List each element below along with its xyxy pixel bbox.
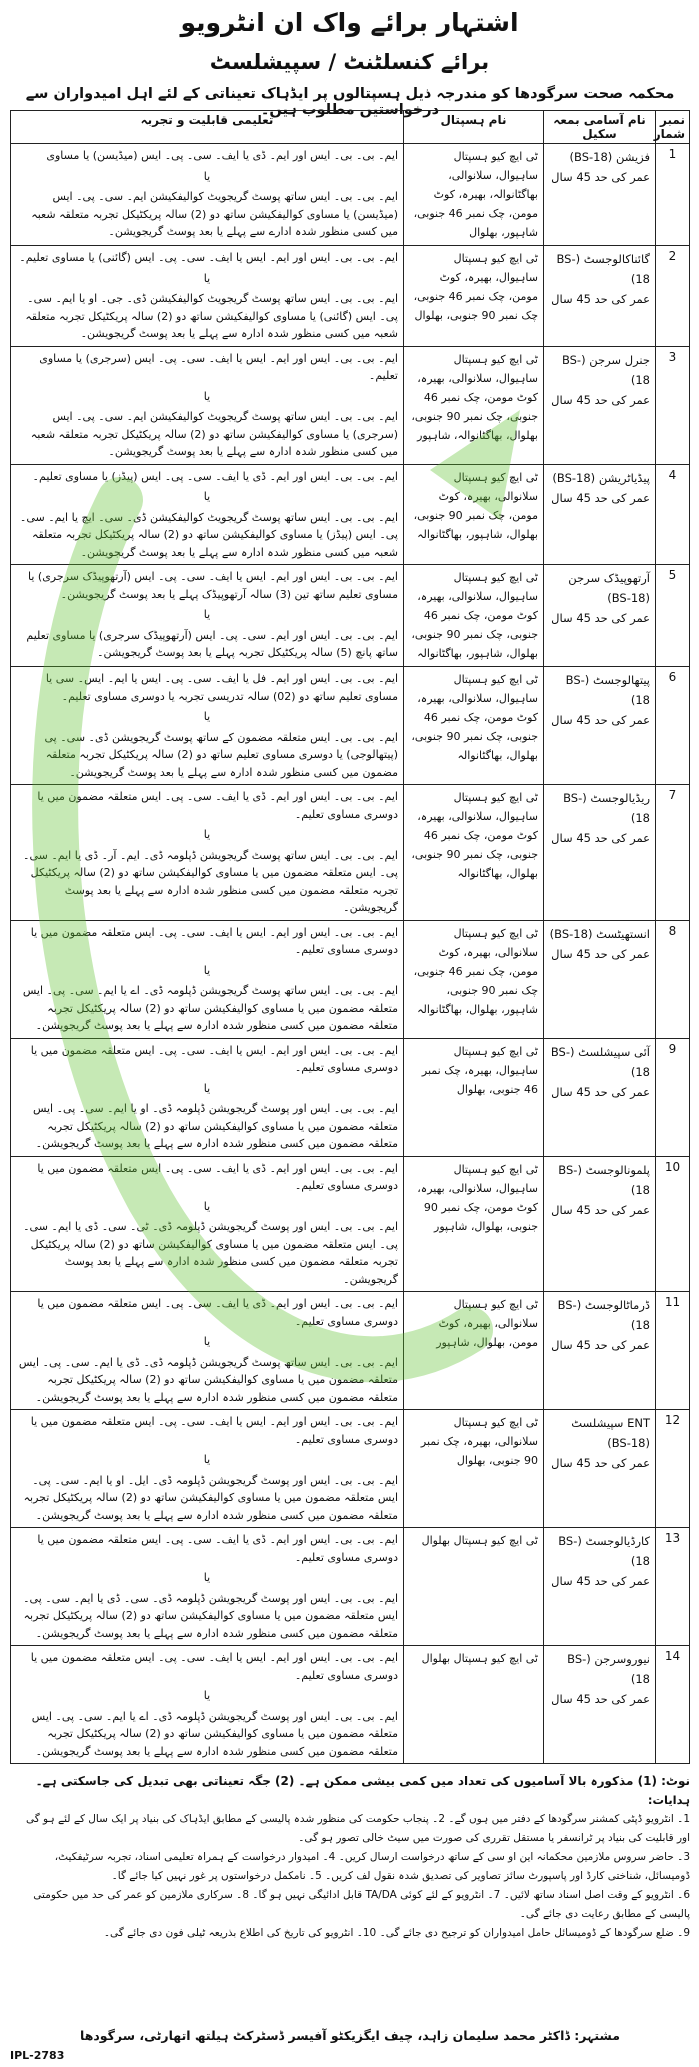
qualification-primary: ایم۔ بی۔ بی۔ ایس اور ایم۔ ڈی یا ایف۔ سی۔ پی۔ ایس متعلقہ مضمون میں یا دوسری مساوی تعلیم۔: [37, 790, 398, 821]
table-row: [11, 1156, 690, 1292]
qualification-primary: ایم۔ بی۔ بی۔ ایس اور ایم۔ ڈی یا ایف۔ سی۔ پی۔ ایس (میڈیسن) یا مساوی: [46, 149, 398, 162]
post-name: فزیشن (BS-18): [569, 150, 650, 164]
header-post: نام آسامی بمعہ سکیل: [544, 111, 656, 144]
table-row: [11, 1646, 690, 1764]
qualification-primary: ایم۔ بی۔ بی۔ ایس اور ایم۔ ایس یا ایف۔ سی۔ پی۔ ایس متعلقہ مضمون میں یا دوسری مساوی تعلیم۔: [30, 1043, 398, 1074]
qualification-alternate: ایم۔ بی۔ بی۔ ایس ساتھ پوسٹ گریجویٹ کوالیفکیشن ایم۔ سی۔ پی۔ ایس (میڈیسن) یا مساوی کوالیفکیشن ساتھ دو (2) سالہ پریکٹیکل تجربہ متعلقہ شعبہ میں کسی منظور شدہ ادارے سے پہلے یا بعد پوسٹ گریجویشن۔: [31, 190, 398, 238]
post-name: آرتھوپیڈک سرجن (BS-18): [568, 571, 650, 605]
instruction-line: 9۔ ضلع سرگودھا کے ڈومیسائل حامل امیدواران کو ترجیح دی جائے گی۔ 10۔ انٹرویو کی تاریخ کی اطلاع بذریعہ ٹیلی فون دی جائے گی۔: [103, 1927, 690, 1939]
post-name: گائناکالوجسٹ (BS-18): [556, 252, 650, 286]
qualification-cell: [11, 1038, 404, 1156]
or-separator: یا: [203, 1689, 211, 1702]
header-hospital: نام ہسپتال: [404, 111, 544, 144]
or-separator: یا: [203, 963, 211, 977]
post-cell: [544, 464, 656, 565]
table-row: [11, 246, 690, 347]
post-name: انستھیٹسٹ (BS-18): [549, 926, 650, 941]
qualification-cell: [11, 1646, 404, 1764]
hospital-cell: ٹی ایچ کیو ہسپتال سلانوالی، بھیرہ، کوٹ مومن، بھلوال، شاہپور: [404, 1292, 544, 1410]
qualification-primary: ایم۔ بی۔ بی۔ ایس اور ایم۔ ایس یا ایف۔ سی۔ پی۔ ایس (سرجری) یا مساوی تعلیم۔: [39, 351, 398, 382]
ad-intro: محکمہ صحت سرگودھا کو مندرجہ ذیل ہسپتالوں پر ایڈہاک تعیناتی کے لئے اہل امیدواران سے درخواستیں مطلوب ہیں۔: [25, 86, 675, 118]
notes-section: [10, 1772, 690, 1943]
instruction-line: 1۔ انٹرویو ڈپٹی کمشنر سرگودھا کے دفتر میں ہوں گے۔ 2۔ پنجاب حکومت کی منظور شدہ پالیسی کے مطابق ایڈہاک کی بنیاد پر ایک سال کے لئے ہو گی اور قابلیت کی بنیاد پر ٹرانسفر یا مستقل تقرری کی صورت میں سیٹ خالی تصور ہو گی۔: [25, 1813, 690, 1844]
post-cell: [544, 1156, 656, 1292]
qualification-cell: [11, 346, 404, 464]
row-number: 3: [656, 346, 690, 464]
or-separator: یا: [203, 169, 211, 183]
qualification-alternate: ایم۔ بی۔ بی۔ ایس اور پوسٹ گریجویشن ڈپلومہ ڈی۔ ٹی۔ سی۔ ڈی یا ایم۔ سی۔ پی۔ ایس متعلقہ مضمون میں یا مساوی کوالیفکیشن ساتھ دو (2) سالہ پریکٹیکل تجربہ متعلقہ مضمون میں کسی منظور شدہ ادارہ سے پہلے یا بعد پوسٹ گریجویشن۔: [23, 1220, 398, 1286]
post-cell: [544, 346, 656, 464]
qualification-cell: [11, 1410, 404, 1528]
post-name: ریڈیالوجسٹ (BS-18): [563, 791, 650, 825]
or-separator: یا: [203, 828, 211, 841]
qualification-primary: ایم۔ بی۔ بی۔ ایس اور ایم۔ ڈی یا ایف۔ سی۔ پی۔ ایس متعلقہ مضمون میں یا دوسری مساوی تعلیم۔: [37, 1533, 398, 1564]
post-name: جنرل سرجن (BS-18): [561, 352, 650, 387]
note-text: نوٹ: (1) مذکورہ بالا آسامیوں کی تعداد میں کمی بیشی ممکن ہے۔ (2) جگہ تعیناتی بھی تبدیل کی جاسکتی ہے۔: [35, 1774, 690, 1788]
age-limit: عمر کی حد 45 سال: [551, 946, 650, 961]
hospital-cell: ٹی ایچ کیو ہسپتال سلانوالی، بھیرہ، کوٹ مومن، چک نمبر 46 جنوبی، چک نمبر 90 جنوبی، شاہپور، بھلوال، بھاگٹانوالہ: [404, 920, 544, 1038]
hospital-cell: ٹی ایچ کیو ہسپتال ساہیوال، سلانوالی، بھاگٹانوالہ، بھیرہ، کوٹ مومن، چک نمبر 46 جنوبی، شاہپور، بھلوال: [404, 144, 544, 246]
post-name: کارڈیالوجسٹ (BS-18): [558, 1534, 650, 1568]
post-cell: [544, 144, 656, 246]
post-cell: [544, 785, 656, 921]
table-row: [11, 667, 690, 785]
hospital-cell: ٹی ایچ کیو ہسپتال بھلوال: [404, 1646, 544, 1764]
hospital-cell: ٹی ایچ کیو ہسپتال ساہیوال، سلانوالی، بھیرہ، کوٹ مومن، چک نمبر 46 جنوبی، چک نمبر 90 جنوبی، بھلوال، بھاگٹانوالہ، شاہپور: [404, 346, 544, 464]
qualification-cell: [11, 667, 404, 785]
qualification-primary: ایم۔ بی۔ بی۔ ایس اور ایم۔ ڈی یا ایف۔ سی۔ پی۔ ایس متعلقہ مضمون میں یا دوسری مساوی تعلیم۔: [37, 1161, 398, 1192]
or-separator: یا: [203, 1199, 211, 1213]
age-limit: عمر کی حد 45 سال: [551, 1084, 650, 1099]
qualification-alternate: ایم۔ بی۔ بی۔ ایس اور ایم۔ سی۔ پی۔ ایس (آرتھوپیڈک سرجری) یا مساوی تعلیم ساتھ پانچ (5) سالہ پریکٹیکل تجربہ پہلے یا بعد پوسٹ گریجویشن۔: [26, 628, 398, 659]
qualification-primary: ایم۔ بی۔ بی۔ ایس اور ایم۔ ایس یا ایف۔ سی۔ پی۔ ایس متعلقہ مضمون میں یا دوسری مساوی تعلیم۔: [30, 925, 398, 956]
header-qualification: تعلیمی قابلیت و تجربہ: [11, 111, 404, 144]
table-row: [11, 1038, 690, 1156]
post-cell: [544, 1292, 656, 1410]
row-number: 14: [656, 1646, 690, 1764]
post-cell: [544, 565, 656, 667]
hospital-cell: ٹی ایچ کیو ہسپتال سلانوالی، بھیرہ، چک نمبر 90 جنوبی، بھلوال: [404, 1410, 544, 1528]
age-limit: عمر کی حد 45 سال: [551, 713, 650, 727]
post-name: پیتھالوجسٹ (BS-18): [565, 673, 650, 707]
hospital-cell: ٹی ایچ کیو ہسپتال ساہیوال، سلانوالی، بھیرہ، کوٹ مومن، چک نمبر 46 جنوبی، چک نمبر 90 جنوبی، بھلوال، بھاگٹانوالہ: [404, 785, 544, 921]
age-limit: عمر کی حد 45 سال: [551, 1202, 650, 1217]
qualification-alternate: ایم۔ بی۔ بی۔ ایس متعلقہ مضمون کے ساتھ پوسٹ گریجویشن ڈی۔ سی۔ پی (پیتھالوجی) یا دوسری مساوی تعلیم ساتھ دو (2) سالہ پریکٹیکل تجربہ متعلقہ مضمون میں کسی منظور شدہ ادارہ سے پہلے یا بعد پوسٹ گریجویشن۔: [44, 730, 398, 779]
qualification-alternate: ایم۔ بی۔ بی۔ ایس ساتھ پوسٹ گریجویٹ کوالیفکیشن ڈی۔ سی۔ ایچ یا ایم۔ سی۔ پی۔ ایس (پیڈز) یا مساوی کوالیفکیشن ساتھ دو (2) سالہ پریکٹیکل تجربہ متعلقہ شعبہ میں کسی منظور شدہ ادارہ سے پہلے یا بعد پوسٹ گریجویشن۔: [19, 510, 398, 559]
table-row: [11, 1410, 690, 1528]
ad-subtitle: برائے کنسلٹنٹ / سپیشلسٹ: [209, 50, 490, 74]
ad-title: اشتہار برائے واک ان انٹرویو: [180, 8, 519, 37]
qualification-primary: ایم۔ بی۔ بی۔ ایس اور ایم۔ ایس یا ایف۔ سی۔ پی۔ ایس (آرتھوپیڈک سرجری) یا مساوی تعلیم ساتھ تین (3) سالہ آرتھوپیڈک پہلے یا بعد پوسٹ گریجویشن۔: [28, 570, 398, 601]
or-separator: یا: [203, 271, 211, 285]
qualification-cell: [11, 246, 404, 347]
row-number: 11: [656, 1292, 690, 1410]
qualification-primary: ایم۔ بی۔ بی۔ ایس اور ایم۔ ایس یا ایف۔ سی۔ پی۔ ایس متعلقہ مضمون میں یا دوسری مساوی تعلیم۔: [30, 1415, 398, 1446]
qualification-primary: ایم۔ بی۔ بی۔ ایس اور ایم۔ ڈی یا ایف۔ سی۔ پی۔ ایس (پیڈز) یا مساوی تعلیم۔: [32, 469, 398, 483]
qualification-alternate: ایم۔ بی۔ بی۔ ایس ساتھ پوسٹ گریجویشن ڈپلومہ ڈی۔ ڈی یا ایم۔ سی۔ پی۔ ایس متعلقہ مضمون میں یا مساوی کوالیفکیشن ساتھ دو (2) سالہ پریکٹیکل تجربہ متعلقہ مضمون میں کسی منظور شدہ ادارہ سے پہلے یا بعد پوسٹ گریجویشن۔: [18, 1355, 398, 1404]
row-number: 5: [656, 565, 690, 667]
age-limit: عمر کی حد 45 سال: [551, 1692, 650, 1706]
post-cell: [544, 667, 656, 785]
row-number: 9: [656, 1038, 690, 1156]
age-limit: عمر کی حد 45 سال: [551, 1574, 650, 1588]
post-name: ENT سپیشلسٹ (BS-18): [571, 1416, 650, 1450]
or-separator: یا: [203, 490, 211, 503]
header-no: نمبر شمار: [656, 111, 690, 144]
qualification-alternate: ایم۔ بی۔ بی۔ ایس اور پوسٹ گریجویشن ڈپلومہ ڈی۔ اے یا ایم۔ سی۔ پی۔ ایس متعلقہ مضمون میں یا مساوی کوالیفکیشن ساتھ دو (2) سالہ پریکٹیکل تجربہ متعلقہ مضمون میں کسی منظور شدہ ادارہ سے پہلے یا بعد پوسٹ گریجویشن۔: [31, 1709, 398, 1758]
post-cell: [544, 1528, 656, 1646]
post-name: نیوروسرجن (BS-18): [567, 1652, 650, 1686]
qualification-primary: ایم۔ بی۔ بی۔ ایس اور ایم۔ ایس یا ایف۔ سی۔ پی۔ ایس (گائنی) یا مساوی تعلیم۔: [19, 251, 398, 264]
post-name: ڈرماٹالوجسٹ (BS-18): [557, 1298, 650, 1332]
qualification-alternate: ایم۔ بی۔ بی۔ ایس اور پوسٹ گریجویشن ڈپلومہ ڈی۔ ایل۔ او یا ایم۔ سی۔ پی۔ ایس متعلقہ مضمون میں یا مساوی کوالیفکیشن ساتھ دو (2) سالہ پریکٹیکل تجربہ متعلقہ مضمون میں کسی منظور شدہ ادارہ سے پہلے یا بعد پوسٹ گریجویشن۔: [23, 1473, 398, 1522]
row-number: 8: [656, 920, 690, 1038]
table-row: [11, 144, 690, 246]
table-row: [11, 920, 690, 1038]
or-separator: یا: [203, 1453, 211, 1466]
hospital-cell: ٹی ایچ کیو ہسپتال ساہیوال، سلانوالی، بھیرہ، کوٹ مومن، چک نمبر 46 جنوبی، چک نمبر 90 جنوبی، بھلوال، شاہپور، بھاگٹانوالہ: [404, 565, 544, 667]
hospital-cell: ٹی ایچ کیو ہسپتال ساہیوال، سلانوالی، بھیرہ، کوٹ مومن، چک نمبر 90 جنوبی، بھلوال، شاہپور: [404, 1156, 544, 1292]
qualification-alternate: ایم۔ بی۔ بی۔ ایس اور پوسٹ گریجویشن ڈپلومہ ڈی۔ او یا ایم۔ سی۔ پی۔ ایس متعلقہ مضمون میں یا مساوی کوالیفکیشن ساتھ دو (2) سالہ پریکٹیکل تجربہ متعلقہ مضمون میں کسی منظور شدہ ادارہ سے پہلے یا بعد پوسٹ گریجویشن۔: [32, 1102, 398, 1150]
hospital-cell: ٹی ایچ کیو ہسپتال ساہیوال، بھیرہ، چک نمبر 46 جنوبی، بھلوال: [404, 1038, 544, 1156]
table-row: [11, 785, 690, 921]
or-separator: یا: [203, 1571, 211, 1584]
row-number: 7: [656, 785, 690, 921]
age-limit: عمر کی حد 45 سال: [551, 611, 650, 625]
instruction-line: 6۔ انٹرویو کے وقت اصل اسناد ساتھ لائیں۔ 7۔ انٹرویو کے لئے کوئی TA/DA قابل ادائیگی نہیں ہو گا۔ 8۔ سرکاری ملازمین کو عمر کی حد میں حکومتی پالیسی کے مطابق رعایت دی جائے گی۔: [33, 1889, 690, 1920]
or-separator: یا: [203, 1335, 211, 1348]
post-cell: [544, 920, 656, 1038]
instructions-heading: ہدایات:: [647, 1793, 690, 1807]
row-number: 10: [656, 1156, 690, 1292]
post-name: پلمونالوجسٹ (BS-18): [558, 1162, 650, 1197]
qualification-cell: [11, 464, 404, 565]
row-number: 4: [656, 464, 690, 565]
post-cell: [544, 1410, 656, 1528]
qualification-alternate: ایم۔ بی۔ بی۔ ایس ساتھ پوسٹ گریجویشن ڈپلومہ ڈی۔ ایم۔ آر۔ ڈی یا ایم۔ سی۔ پی۔ ایس متعلقہ مضمون میں یا مساوی کوالیفکیشن ساتھ دو (2) سالہ پریکٹیکل تجربہ متعلقہ مضمون میں کسی منظور شدہ ادارہ سے پہلے یا بعد پوسٹ گریجویشن۔: [23, 848, 398, 914]
table-row: [11, 565, 690, 667]
hospital-cell: ٹی ایچ کیو ہسپتال ساہیوال، سلانوالی، بھیرہ، کوٹ مومن، چک نمبر 46 جنوبی، چک نمبر 90 جنوبی، بھلوال، بھاگٹانوالہ: [404, 667, 544, 785]
or-separator: یا: [203, 389, 211, 403]
age-limit: عمر کی حد 45 سال: [551, 1338, 650, 1352]
or-separator: یا: [203, 608, 211, 621]
post-cell: [544, 246, 656, 347]
row-number: 12: [656, 1410, 690, 1528]
qualification-cell: [11, 1292, 404, 1410]
post-name: پیڈیاٹریشن (BS-18): [552, 470, 650, 485]
table-row: [11, 1528, 690, 1646]
qualification-alternate: ایم۔ بی۔ بی۔ ایس ساتھ پوسٹ گریجویشن ڈپلومہ ڈی۔ اے یا ایم۔ سی۔ پی۔ ایس متعلقہ مضمون میں یا مساوی کوالیفکیشن ساتھ دو (2) سالہ پریکٹیکل تجربہ متعلقہ مضمون میں کسی منظور شدہ ادارہ سے پہلے یا بعد پوسٹ گریجویشن۔: [22, 984, 398, 1032]
post-cell: [544, 1646, 656, 1764]
row-number: 13: [656, 1528, 690, 1646]
qualification-primary: ایم۔ بی۔ بی۔ ایس اور ایم۔ ایس یا ایف۔ سی۔ پی۔ ایس متعلقہ مضمون میں یا دوسری مساوی تعلیم۔: [30, 1651, 398, 1682]
hospital-cell: ٹی ایچ کیو ہسپتال بھلوال: [404, 1528, 544, 1646]
posts-table: [10, 110, 690, 1764]
age-limit: عمر کی حد 45 سال: [551, 392, 650, 407]
row-number: 6: [656, 667, 690, 785]
qualification-alternate: ایم۔ بی۔ بی۔ ایس اور پوسٹ گریجویشن ڈپلومہ ڈی۔ سی۔ ڈی یا ایم۔ سی۔ پی۔ ایس متعلقہ مضمون میں یا مساوی کوالیفکیشن ساتھ دو (2) سالہ پریکٹیکل تجربہ متعلقہ مضمون میں کسی منظور شدہ ادارہ سے پہلے یا بعد پوسٹ گریجویشن۔: [23, 1591, 398, 1640]
post-cell: [544, 1038, 656, 1156]
post-name: آئی سپیشلسٹ (BS-18): [550, 1044, 650, 1079]
qualification-cell: [11, 920, 404, 1038]
qualification-cell: [11, 565, 404, 667]
or-separator: یا: [203, 710, 211, 723]
table-row: [11, 346, 690, 464]
advertiser-signature: مشتہر: ڈاکٹر محمد سلیمان زاہد، چیف ایگزیکٹو آفیسر ڈسٹرکٹ ہیلتھ اتھارٹی، سرگودھا: [80, 2028, 620, 2043]
row-number: 2: [656, 246, 690, 347]
qualification-primary: ایم۔ بی۔ بی۔ ایس اور ایم۔ ڈی یا ایف۔ سی۔ پی۔ ایس متعلقہ مضمون میں یا دوسری مساوی تعلیم۔: [37, 1297, 398, 1328]
qualification-cell: [11, 1528, 404, 1646]
row-number: 1: [656, 144, 690, 246]
qualification-alternate: ایم۔ بی۔ بی۔ ایس ساتھ پوسٹ گریجویٹ کوالیفکیشن ایم۔ سی۔ پی۔ ایس (سرجری) یا مساوی کوالیفکیشن ساتھ دو (2) سالہ پریکٹیکل تجربہ متعلقہ شعبہ میں کسی منظور شدہ ادارہ سے پہلے یا بعد پوسٹ گریجویشن۔: [30, 410, 398, 458]
qualification-alternate: ایم۔ بی۔ بی۔ ایس ساتھ پوسٹ گریجویٹ کوالیفکیشن ڈی۔ جی۔ او یا ایم۔ سی۔ پی۔ ایس (گائنی) یا مساوی کوالیفکیشن ساتھ دو (2) سالہ پریکٹیکل تجربہ متعلقہ شعبہ میں کسی منظور شدہ ادارہ سے پہلے یا بعد پوسٹ گریجویشن۔: [25, 292, 398, 340]
qualification-cell: [11, 785, 404, 921]
qualification-primary: ایم۔ بی۔ بی۔ ایس اور ایم۔ فل یا ایف۔ سی۔ پی۔ ایس یا ایم۔ ایس۔ سی یا مساوی تعلیم ساتھ دو (02) سالہ تدریسی تجربہ یا دوسری مساوی تعلیم۔: [45, 672, 398, 703]
ipl-code: IPL-2783: [10, 2049, 65, 2062]
qualification-cell: [11, 1156, 404, 1292]
table-row: [11, 464, 690, 565]
age-limit: عمر کی حد 45 سال: [551, 490, 650, 505]
table-header-row: [11, 111, 690, 144]
qualification-cell: [11, 144, 404, 246]
age-limit: عمر کی حد 45 سال: [551, 831, 650, 845]
age-limit: عمر کی حد 45 سال: [551, 170, 650, 184]
or-separator: یا: [203, 1081, 211, 1095]
age-limit: عمر کی حد 45 سال: [551, 292, 650, 306]
age-limit: عمر کی حد 45 سال: [551, 1456, 650, 1470]
hospital-cell: ٹی ایچ کیو ہسپتال سلانوالی، بھیرہ، کوٹ مومن، چک نمبر 90 جنوبی، بھلوال، شاہپور، بھاگٹانوالہ: [404, 464, 544, 565]
table-row: [11, 1292, 690, 1410]
hospital-cell: ٹی ایچ کیو ہسپتال ساہیوال، بھیرہ، کوٹ مومن، چک نمبر 46 جنوبی، چک نمبر 90 جنوبی، بھلوال: [404, 246, 544, 347]
instruction-line: 3۔ حاضر سروس ملازمین محکمانہ این او سی کے ساتھ درخواست ارسال کریں۔ 4۔ امیدوار درخواست کے ہمراہ تعلیمی اسناد، تجربہ سرٹیفکیٹ، ڈومیسائل، شناختی کارڈ اور پاسپورٹ سائز تصاویر کی تصدیق شدہ نقول لف کریں۔ 5۔ نامکمل درخواستوں پر غور نہیں کیا جائے گا۔: [54, 1851, 690, 1882]
